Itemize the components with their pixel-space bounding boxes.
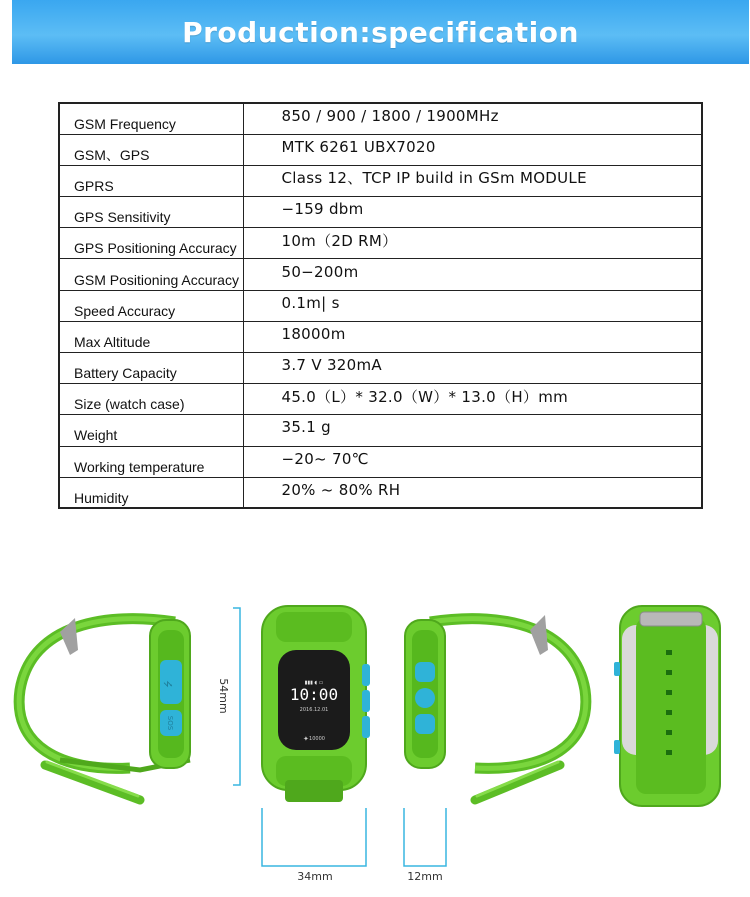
svg-text:✦: ✦ <box>303 735 309 743</box>
header-banner <box>12 0 749 64</box>
table-row <box>59 446 702 477</box>
spec-label: GSM Frequency <box>59 103 243 134</box>
spec-value: 20% ~ 80% RH <box>243 477 702 508</box>
page-title: Production:specification <box>182 15 579 49</box>
screen-date: 2016.12.01 <box>299 707 329 713</box>
spec-label: Speed Accuracy <box>59 290 243 321</box>
spec-value: 35.1 g <box>243 415 702 446</box>
svg-text:⭍: ⭍ <box>164 680 174 688</box>
dimension-height <box>217 608 240 785</box>
spec-table <box>58 102 703 509</box>
spec-value: MTK 6261 UBX7020 <box>243 134 702 165</box>
spec-label: Max Altitude <box>59 321 243 352</box>
spec-label: Size (watch case) <box>59 384 243 415</box>
spec-value: 18000m <box>243 321 702 352</box>
spec-label: Working temperature <box>59 446 243 477</box>
spec-value: 3.7 V 320mA <box>243 353 702 384</box>
table-row <box>59 197 702 228</box>
table-row <box>59 228 702 259</box>
height-dimension-label: 54mm <box>217 678 230 714</box>
spec-value: 50−200m <box>243 259 702 290</box>
depth-dimension-label: 12mm <box>407 870 443 883</box>
table-row <box>59 353 702 384</box>
screen-time: 10:00 <box>289 685 339 704</box>
table-row <box>59 384 702 415</box>
product-photos <box>0 580 750 897</box>
width-dimension-label: 34mm <box>297 870 333 883</box>
table-row <box>59 103 702 134</box>
spec-label: GPS Positioning Accuracy <box>59 228 243 259</box>
spec-label: Weight <box>59 415 243 446</box>
spec-value: Class 12、TCP IP build in GSm MODULE <box>243 165 702 196</box>
dimension-depth <box>404 808 446 883</box>
spec-value: 0.1m| s <box>243 290 702 321</box>
spec-label: Humidity <box>59 477 243 508</box>
svg-text:▮▮▮ ◖ ▭: ▮▮▮ ◖ ▭ <box>304 680 324 686</box>
screen-steps: 10000 <box>309 736 325 742</box>
table-row <box>59 477 702 508</box>
watch-side-view-left <box>19 618 190 800</box>
spec-label: GSM、GPS <box>59 134 243 165</box>
spec-value: 45.0（L）* 32.0（W）* 13.0（H）mm <box>243 384 702 415</box>
table-row <box>59 321 702 352</box>
table-row <box>59 415 702 446</box>
spec-label: GSM Positioning Accuracy <box>59 259 243 290</box>
watch-front-view <box>262 606 370 802</box>
watch-back-view <box>614 606 720 806</box>
table-row <box>59 259 702 290</box>
table-row <box>59 290 702 321</box>
spec-label: GPS Sensitivity <box>59 197 243 228</box>
spec-value: −20~ 70℃ <box>243 446 702 477</box>
spec-value: 10m（2D RM） <box>243 228 702 259</box>
spec-label: Battery Capacity <box>59 353 243 384</box>
table-row <box>59 165 702 196</box>
table-row <box>59 134 702 165</box>
svg-text:SOS: SOS <box>166 715 174 731</box>
spec-value: 850 / 900 / 1800 / 1900MHz <box>243 103 702 134</box>
spec-label: GPRS <box>59 165 243 196</box>
dimension-width <box>262 808 366 883</box>
watch-side-view-right <box>405 615 586 800</box>
spec-value: −159 dbm <box>243 197 702 228</box>
